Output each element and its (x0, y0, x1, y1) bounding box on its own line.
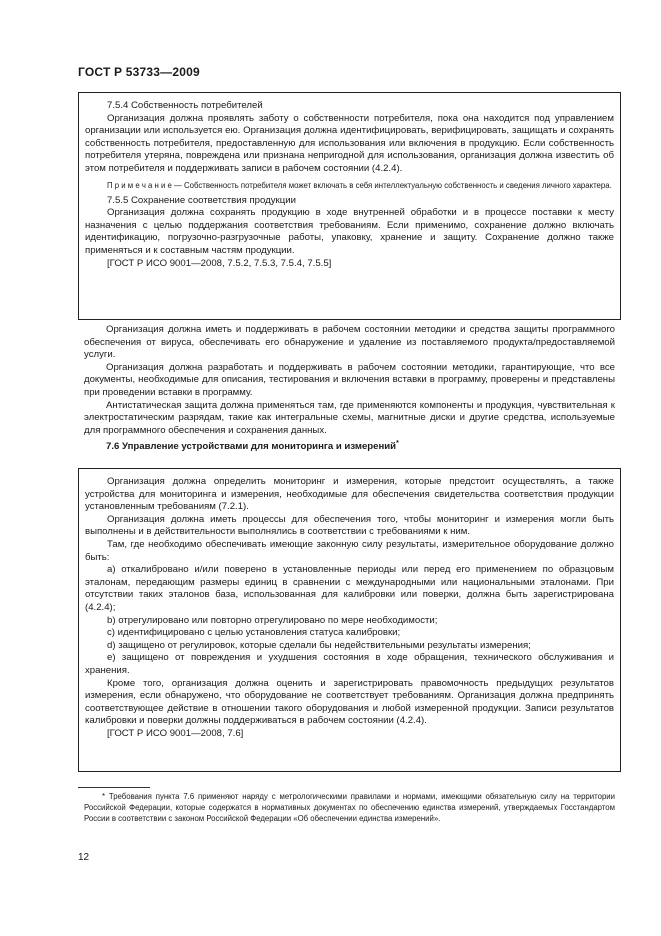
footnote-mark: * (396, 440, 399, 448)
list-item-a: а) откалибровано и/или поверено в установленные периоды или перед его применением по образцовым эталонам, передающим размеры единиц в сравнении с международными или национальными эталонами. При отсутствии таких эталонов база, использованная для калибровки или поверки, должна быть зарегистрирована (4.2.4); (85, 564, 614, 613)
subsection-heading-7-5-5: 7.5.5 Сохранение соответствия продукции (107, 194, 296, 206)
note-label: П р и м е ч а н и е (107, 180, 172, 190)
footnote: * Требования пункта 7.6 применяют наряду с метрологическими правилами и нормами, имеющими обязательную силу на территории Российской Федерации, которые содержатся в нормативных документах по обеспечению единства измерений, утверждаемых Госстандартом России в соответствии с законом Российской Федерации «Об обеспечении единства измерений». (84, 792, 615, 823)
section-heading-7-6 (84, 438, 615, 454)
list-item-c: c) идентифицировано с целью установления статуса калибровки; (107, 627, 401, 639)
paragraph: Антистатическая защита должна применяться там, где применяются компоненты и продукция, чувствительная к электростатическим разрядам, такие как интегральные схемы, магнитные диски и другие средства, используемые для программного обеспечения и сохранения данных. (84, 399, 615, 436)
paragraph: Кроме того, организация должна оценить и зарегистрировать правомочность предыдущих результатов измерения, если обнаружено, что оборудование не соответствует требованиям. Организация должна предпринять соответствующее действие в отношении такого оборудования и любой измеренной продукции. Записи результатов калибровки и поверки должны поддерживаться в рабочем состоянии (4.2.4). (85, 677, 614, 727)
section-title: 7.6 Управление устройствами для мониторинга и измерений (106, 441, 397, 453)
paragraph: Организация должна разработать и поддерживать в рабочем состоянии методики, гарантирующие, что все документы, необходимые для описания, тестирования и включения вставки в программу, проверены и представлены при проведении вставки в программу. (84, 361, 615, 398)
list-item-b: b) отрегулировано или повторно отрегулировано по мере необходимости; (107, 614, 438, 626)
main-text (84, 324, 615, 454)
list-item-e: e) защищено от повреждения и ухудшения состояния в ходе обращения, технического обслуживания и хранения. (85, 652, 614, 676)
page-number: 12 (78, 852, 90, 863)
footnote-divider (78, 787, 150, 788)
reference: [ГОСТ Р ИСО 9001—2008, 7.6] (107, 727, 244, 739)
list-item-d: d) защищено от регулировок, которые сделали бы недействительными результаты измерения; (107, 639, 531, 651)
paragraph: Там, где необходимо обеспечивать имеющие законную силу результаты, измерительное оборудование должно быть: (85, 538, 614, 563)
paragraph: Организация должна иметь процессы для обеспечения того, чтобы мониторинг и измерения могли быть выполнены и в действительности выполнялись в соответствии с требованиями к ним. (85, 513, 614, 538)
paragraph: Организация должна определить мониторинг и измерения, которые предстоит осуществлять, а также устройства для мониторинга и измерения, необходимые для обеспечения свидетельства соответствия продукции установленным требованиям (7.2.1). (85, 476, 614, 513)
subsection-heading-7-5-4: 7.5.4 Собственность потребителей (107, 100, 263, 111)
quote-box-7-6 (78, 468, 621, 772)
document-header: ГОСТ Р 53733—2009 (78, 65, 200, 79)
note (85, 180, 614, 191)
paragraph: Организация должна сохранять продукцию в ходе внутренней обработки и в процессе поставки к месту назначения с целью поддержания соответствия требованиям. Если применимо, сохранение должно включать идентификацию, погрузочно-разгрузочные работы, упаковку, хранение и защиту. Сохранение должно также применяться и к составным частям продукции. (85, 207, 614, 256)
note-text: — Собственность потребителя может включать в себя интеллектуальную собственность и сведения личного характера. (171, 180, 612, 190)
paragraph: Организация должна проявлять заботу о собственности потребителя, пока она находится под управлением организации или используется ею. Организация должна идентифицировать, верифицировать, защищать и сохранять собственность потребителя, предоставленную для использования или включения в продукцию. Если собственность потребителя утеряна, повреждена или признана непригодной для использования, организация должна известить об этом потребителя и поддерживать записи в рабочем состоянии (4.2.4). (85, 112, 614, 174)
reference: [ГОСТ Р ИСО 9001—2008, 7.5.2, 7.5.3, 7.5.4, 7.5.5] (107, 257, 332, 269)
quote-box-7-5 (78, 92, 621, 320)
paragraph: Организация должна иметь и поддерживать в рабочем состоянии методики и средства защиты программного обеспечения от вируса, обеспечивать его обнаружение и удаление из поставляемого продукта/предоставляемой услуги. (84, 324, 615, 361)
